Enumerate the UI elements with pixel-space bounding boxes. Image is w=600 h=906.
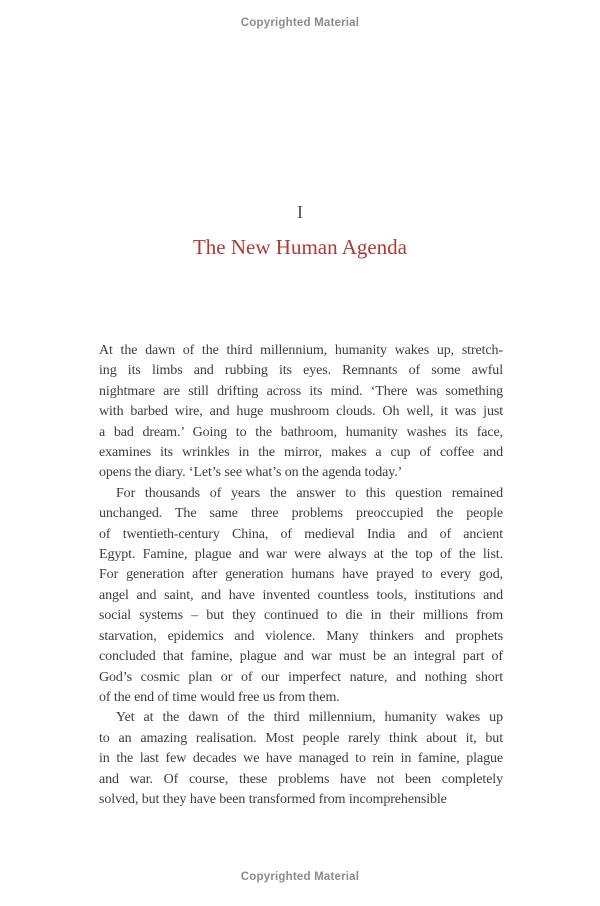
text-line: starvation, epidemics and violence. Many thinkers and prophets: [99, 628, 503, 644]
text-line: For thousands of years the answer to this question remained: [116, 485, 503, 501]
text-line: angel and saint, and have invented countless tools, institutions and: [99, 587, 503, 603]
text-line: For generation after generation humans have prayed to every god,: [99, 567, 503, 583]
text-line: At the dawn of the third millennium, humanity wakes up, stretch-: [99, 343, 503, 358]
paragraph: [99, 484, 503, 708]
text-line: of the end of time would free us from them.: [99, 689, 340, 705]
text-line: to an amazing realisation. Most people rarely think about it, but: [99, 730, 503, 746]
copyright-notice-bottom: Copyrighted Material: [240, 871, 360, 883]
copyright-notice-top: Copyrighted Material: [240, 17, 360, 29]
text-line: social systems – but they continued to die in their millions from: [99, 608, 503, 624]
text-line: Yet at the dawn of the third millennium, humanity wakes up: [116, 710, 503, 726]
text-line: solved, but they have been transformed from incomprehensible: [99, 791, 447, 807]
paragraph: [99, 341, 503, 484]
text-line: concluded that famine, plague and war must be an integral part of: [99, 649, 503, 665]
text-line: of twentieth-century China, of medieval India and of ancient: [99, 526, 503, 542]
text-line: a bad dream.’ Going to the bathroom, humanity washes its face,: [99, 424, 503, 440]
text-line: examines its wrinkles in the mirror, makes a cup of coffee and: [99, 445, 503, 461]
paragraph: [99, 708, 503, 810]
text-line: in the last few decades we have managed to rein in famine, plague: [99, 751, 503, 767]
text-line: nightmare are still drifting across its mind. ‘There was something: [99, 383, 503, 399]
text-line: opens the diary. ‘Let’s see what’s on the agenda today.’: [99, 465, 403, 481]
text-line: ing its limbs and rubbing its eyes. Remnants of some awful: [99, 363, 503, 379]
text-line: and war. Of course, these problems have not been completely: [99, 771, 503, 787]
text-line: Egypt. Famine, plague and war were always at the top of the list.: [99, 547, 503, 563]
text-line: unchanged. The same three problems preoccupied the people: [99, 506, 503, 522]
body-text: [99, 341, 503, 810]
text-line: with barbed wire, and huge mushroom clouds. Oh well, it was just: [99, 404, 503, 420]
chapter-title: The New Human Agenda: [192, 235, 408, 259]
chapter-number: I: [297, 202, 303, 222]
text-line: God’s cosmic plan or of our imperfect nature, and nothing short: [99, 669, 503, 685]
